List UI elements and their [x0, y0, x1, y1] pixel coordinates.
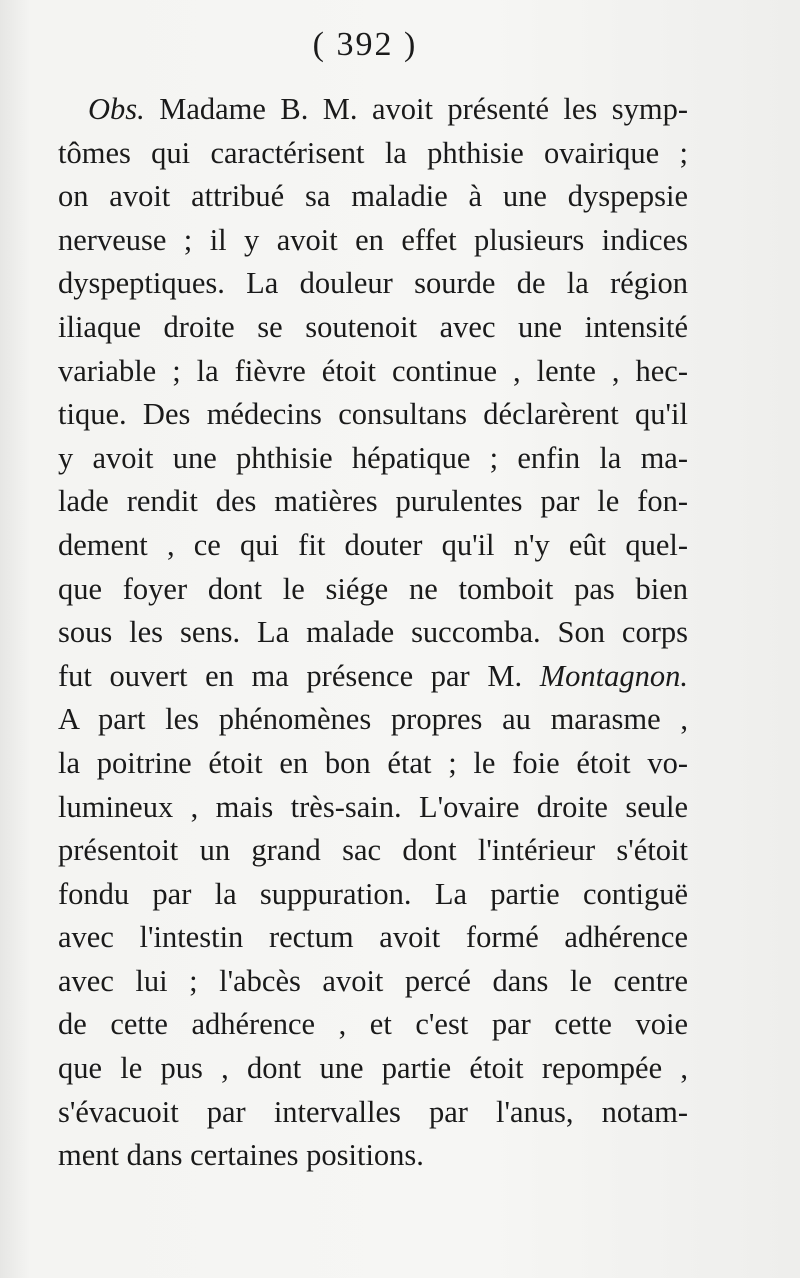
text-line: fut ouvert en ma présence par M. Montagnon.	[58, 658, 688, 693]
text-line: la poitrine étoit en bon état ; le foie étoit vo-	[58, 745, 688, 780]
text-line: lade rendit des matières purulentes par le fon-	[58, 484, 688, 519]
surgeon-name: Montagnon.	[539, 658, 688, 693]
text-line: avec lui ; l'abcès avoit percé dans le centre	[58, 963, 688, 998]
text-line: que foyer dont le siége ne tomboit pas bien	[58, 571, 688, 606]
text-line: dement , ce qui fit douter qu'il n'y eût quel-	[58, 527, 688, 562]
text-line: fondu par la suppuration. La partie contiguë	[58, 876, 688, 911]
obs-abbreviation: Obs.	[88, 92, 145, 126]
text-line: on avoit attribué sa maladie à une dyspepsie	[58, 179, 688, 214]
text-line: iliaque droite se soutenoit avec une intensité	[58, 309, 688, 344]
text-line: que le pus , dont une partie étoit repompée ,	[58, 1051, 688, 1086]
text-line: dyspeptiques. La douleur sourde de la région	[58, 266, 688, 301]
text-line: y avoit une phthisie hépatique ; enfin la ma-	[58, 440, 688, 475]
text-line: tique. Des médecins consultans déclarèrent qu'il	[58, 397, 688, 432]
text-line: présentoit un grand sac dont l'intérieur s'étoit	[58, 833, 688, 868]
observation-paragraph	[58, 88, 688, 1178]
text-line: ment dans certaines positions.	[58, 1138, 424, 1173]
text-line: de cette adhérence , et c'est par cette voie	[58, 1007, 688, 1042]
text-line: Obs. Madame B. M. avoit présenté les symp-	[88, 92, 688, 126]
text-line: tômes qui caractérisent la phthisie ovairique ;	[58, 135, 688, 170]
text-line: variable ; la fièvre étoit continue , lente , hec-	[58, 353, 688, 388]
text-line: sous les sens. La malade succomba. Son corps	[58, 615, 688, 650]
text-line: lumineux , mais très-sain. L'ovaire droite seule	[58, 789, 688, 824]
text-line: s'évacuoit par intervalles par l'anus, notam-	[58, 1094, 688, 1129]
text-line: A part les phénomènes propres au marasme ,	[58, 702, 688, 737]
page-number: ( 392 )	[312, 26, 418, 63]
text-line: avec l'intestin rectum avoit formé adhérence	[58, 920, 688, 955]
text-line: nerveuse ; il y avoit en effet plusieurs indices	[58, 222, 688, 257]
